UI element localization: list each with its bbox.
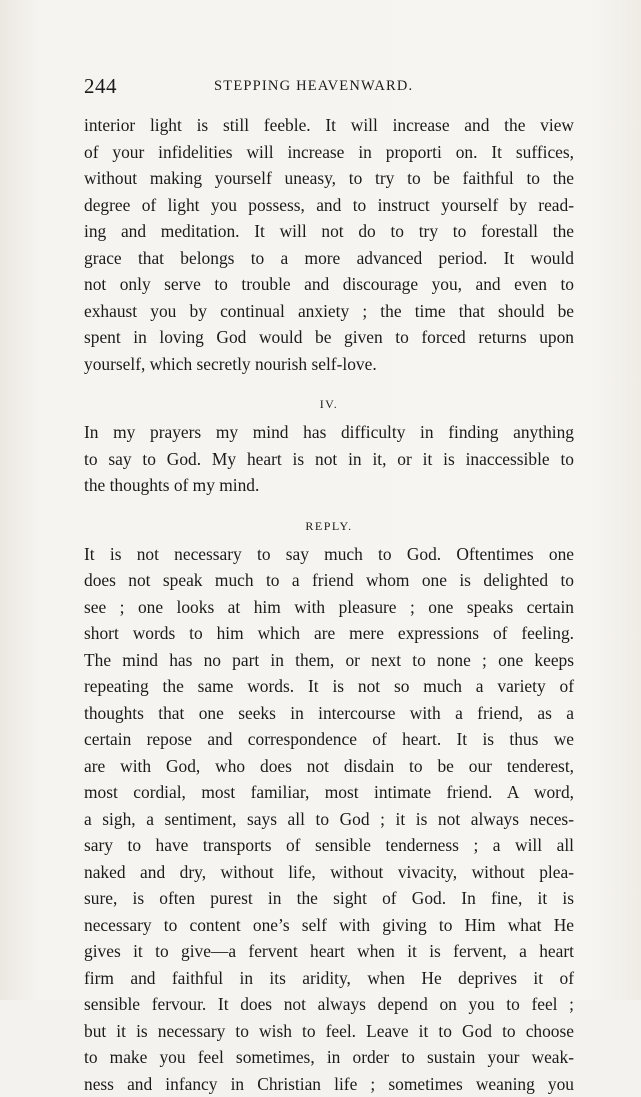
- reply-heading: REPLY.: [84, 511, 574, 541]
- section-heading: IV.: [84, 389, 574, 419]
- text-line: gives it to give—a fervent heart when it is fervent, a heart: [84, 938, 574, 965]
- text-line: but it is necessary to wish to feel. Leave it to God to choose: [84, 1018, 574, 1045]
- spacer: [84, 377, 574, 389]
- body-text: [84, 112, 574, 1097]
- text-line: to say to God. My heart is not in it, or it is inaccessible to: [84, 446, 574, 473]
- text-line: ing and meditation. It will not do to try to forestall the: [84, 218, 574, 245]
- text-line: grace that belongs to a more advanced period. It would: [84, 245, 574, 272]
- text-line: thoughts that one seeks in intercourse with a friend, as a: [84, 700, 574, 727]
- text-line: repeating the same words. It is not so much a variety of: [84, 673, 574, 700]
- spacer: [84, 499, 574, 511]
- text-line: of your infidelities will increase in proporti on. It suffices,: [84, 139, 574, 166]
- paragraph-1: [84, 112, 574, 377]
- text-line: In my prayers my mind has difficulty in finding anything: [84, 419, 574, 446]
- text-line: short words to him which are mere expressions of feeling.: [84, 620, 574, 647]
- text-line: most cordial, most familiar, most intimate friend. A word,: [84, 779, 574, 806]
- page-number: 244: [84, 74, 117, 99]
- text-line: see ; one looks at him with pleasure ; one speaks certain: [84, 594, 574, 621]
- text-line: necessary to content one’s self with giving to Him what He: [84, 912, 574, 939]
- text-line: degree of light you possess, and to instruct yourself by read-: [84, 192, 574, 219]
- text-line: not only serve to trouble and discourage you, and even to: [84, 271, 574, 298]
- text-line: spent in loving God would be given to forced returns upon: [84, 324, 574, 351]
- text-line: a sigh, a sentiment, says all to God ; it is not always neces-: [84, 806, 574, 833]
- text-line: exhaust you by continual anxiety ; the time that should be: [84, 298, 574, 325]
- text-line: ness and infancy in Christian life ; sometimes weaning you: [84, 1071, 574, 1097]
- text-line: sary to have transports of sensible tenderness ; a will all: [84, 832, 574, 859]
- text-line: naked and dry, without life, without vivacity, without plea-: [84, 859, 574, 886]
- paragraph-2: [84, 419, 574, 499]
- text-line: certain repose and correspondence of heart. It is thus we: [84, 726, 574, 753]
- page-header: [84, 74, 574, 102]
- paragraph-3: [84, 541, 574, 1097]
- text-line: does not speak much to a friend whom one is delighted to: [84, 567, 574, 594]
- text-line: yourself, which secretly nourish self-love.: [84, 351, 574, 378]
- text-line: sensible fervour. It does not always depend on you to feel ;: [84, 991, 574, 1018]
- text-line: firm and faithful in its aridity, when He deprives it of: [84, 965, 574, 992]
- text-line: interior light is still feeble. It will increase and the view: [84, 112, 574, 139]
- text-line: the thoughts of my mind.: [84, 472, 574, 499]
- text-line: The mind has no part in them, or next to none ; one keeps: [84, 647, 574, 674]
- text-line: sure, is often purest in the sight of God. In fine, it is: [84, 885, 574, 912]
- text-line: It is not necessary to say much to God. Oftentimes one: [84, 541, 574, 568]
- running-title: STEPPING HEAVENWARD.: [214, 78, 413, 95]
- text-line: are with God, who does not disdain to be our tenderest,: [84, 753, 574, 780]
- text-line: to make you feel sometimes, in order to sustain your weak-: [84, 1044, 574, 1071]
- text-line: without making yourself uneasy, to try to be faithful to the: [84, 165, 574, 192]
